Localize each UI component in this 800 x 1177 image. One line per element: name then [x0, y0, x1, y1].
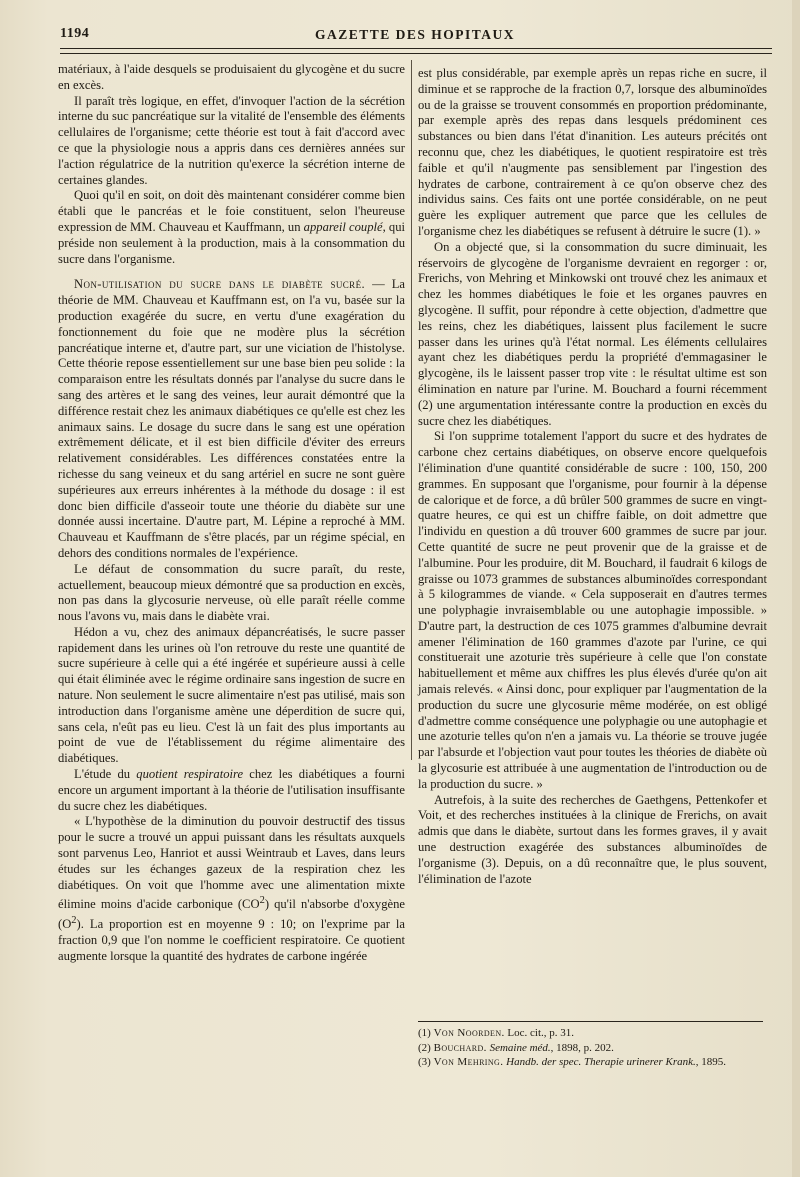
header-rule-thin — [60, 53, 772, 54]
footnote-text: , 1895. — [695, 1056, 727, 1068]
text-run: « L'hypothèse de la diminution du pouvoir destructif des tissus pour le sucre a trouvé un appui puissant dans les résultats auxquels sont parvenus Leo, Hanriot et aussi Weintraub et Laves, dans leurs études sur les échanges gazeux de la respiration chez les diabétiques. On voit que l'homme avec une alimentation mixte élimine moins d'acide carbonique (CO — [58, 814, 405, 912]
footnote-number: (3) — [418, 1056, 434, 1068]
paragraph: Le défaut de consommation du sucre paraît, du reste, actuellement, beaucoup mieux démontré que sa production en excès, non pas dans la glycosurie nerveuse, où elle paraît réelle comme nous l'avons vu, mais dans le diabète vrai. — [58, 561, 405, 624]
column-divider — [411, 60, 412, 760]
emphasis: quotient respiratoire — [136, 767, 244, 782]
paragraph — [58, 767, 405, 814]
page-edge — [792, 0, 800, 1177]
footnote-text: Loc. cit., p. 31. — [504, 1027, 575, 1039]
footnote-number: (2) — [418, 1041, 434, 1054]
text-run: ) qu'il n'absorbe d'oxygène (O — [58, 897, 405, 932]
right-column — [418, 66, 767, 887]
footnote-title: Handb. der spec. Therapie urinerer Krank. — [503, 1056, 696, 1068]
text-run: chez les diabétiques a fourni encore un argument important à la théorie de l'utilisation insuffisante du sucre chez les diabétiques. — [58, 767, 405, 813]
footnote-author: Von Mehring. — [433, 1056, 504, 1068]
footnote — [418, 1055, 767, 1070]
header-rule-thick — [60, 48, 772, 49]
paragraph — [58, 188, 405, 267]
page-number: 1194 — [60, 26, 90, 41]
paragraph: Hédon a vu, chez des animaux dépancréatisés, le sucre passer rapidement dans les urines où l'on retrouve du reste une quantité de sucre supérieure à celle qui a été ingérée et supérieure aussi à celle qui était éliminée avec le régime ordinaire sans ingestion de sucre en nature. Non seulement le sucre alimentaire n'est pas utilisé, mais son introduction dans l'organisme amène une déperdition de sucre qui, sans cela, n'eût pas eu lieu. C'est là un fait des plus importants au point de vue de l'établissement du régime alimentaire des diabétiques. — [58, 624, 405, 766]
footnote-author: Bouchard. — [433, 1041, 487, 1054]
section-paragraph — [58, 277, 405, 561]
paragraph — [58, 814, 405, 965]
running-title: GAZETTE DES HOPITAUX — [314, 27, 516, 42]
page-header — [60, 22, 770, 48]
emphasis: appareil couplé — [303, 219, 383, 234]
footnote-title: Semaine méd. — [486, 1041, 551, 1054]
footnote-rule — [418, 1021, 763, 1022]
footnote-number: (1) — [418, 1027, 434, 1039]
text-run: ). La proportion est en moyenne 9 : 10; on l'exprime par la fraction 0,9 que l'on nomme le coefficient respiratoire. Ce quotient augmente lorsque la quantité des hydrates de carbone ingérée — [58, 917, 405, 964]
paragraph: est plus considérable, par exemple après un repas riche en sucre, il diminue et se rapproche de la fraction 0,7, lorsque des albuminoïdes ou de la graisse se trouvent consommés en proportion prédominante, par exemple après des repas dans lesquels prédominent ces substances ou bien dans l'état d'inanition. Les auteurs précités ont reconnu que, chez les diabétiques, le quotient respiratoire est très faible et qu'il n'augmente pas sensiblement par l'ingestion des hydrates de carbone, contrairement à ce qu'on observe chez des individus sains. Ces faits ont une portée considérable, on ne peut guère les expliquer autrement que parce que les cellules de l'organisme chez les diabétiques se refusent à détruire le sucre (1). » — [418, 66, 767, 238]
superscript: 2 — [259, 895, 265, 907]
text-run: L'étude du — [74, 767, 137, 782]
text-run: — La théorie de MM. Chauveau et Kauffmann est, on l'a vu, basée sur la production exagérée du sucre, en vertu d'une exagération du fonctionnement du foie que ne modère plus la sécrétion pancréatique interne et, d'autre part, sur une viciation de l'histolyse. Cette théorie repose essentiellement sur une base bien peu solide : la comparaison entre les résultats donnés par l'analyse du sucre dans le sang des artères et le sang des veines, leur aurait démontré que la différence restait chez les animaux diabétiques ce qu'elle est chez les animaux sains. Le dosage du sucre dans le sang est une opération extrêmement délicate, et il est bien difficile d'éviter des erreurs relativement considérables. Les différences constatées entre la richesse du sang veineux et du sang artériel en sucre ne sont guère supérieures aux erreurs inhérentes à la méthode du dosage : il est donc bien difficile d'asseoir toute une théorie du diabète sur une donnée aussi incertaine. D'autre part, M. Lépine a reproché à MM. Chauveau et Kauffmann de s'être placés, par un régime spécial, en dehors des conditions normales de l'expérience. — [58, 277, 405, 560]
paragraph: Autrefois, à la suite des recherches de Gaethgens, Pettenkofer et Voit, et des recherches instituées à la clinique de Frerichs, on avait admis que dans le diabète, surtout dans les formes graves, il y avait une destruction exagérée des substances albuminoïdes de l'organisme (3). Depuis, on a dû reconnaître que, le plus souvent, l'élimination de l'azote — [418, 792, 767, 886]
footnote-text: , 1898, p. 202. — [550, 1041, 614, 1054]
superscript: 2 — [71, 915, 77, 927]
text-run: , qui préside non seulement à la production, mais à la consommation du sucre dans l'organisme. — [58, 219, 406, 266]
footnote-author: Von Noorden. — [433, 1027, 505, 1039]
paragraph: Il paraît très logique, en effet, d'invoquer l'action de la sécrétion interne du suc pancréatique sur la vitalité de l'ensemble des éléments cellulaires de l'organisme; cette théorie est tout à fait d'accord avec ce que la physiologie nous a appris dans ces dernières années sur l'action régulatrice de la nutrition qu'exerce la sécrétion interne de certaines glandes. — [58, 93, 405, 187]
paragraph: matériaux, à l'aide desquels se produisaient du glycogène et du sucre en excès. — [58, 62, 405, 92]
footnote — [418, 1041, 767, 1056]
footnote — [418, 1026, 767, 1041]
paragraph: Si l'on supprime totalement l'apport du sucre et des hydrates de carbone chez certains diabétiques, on observe encore quelquefois l'élimination d'une quantité considérable de sucre : 100, 150, 200 grammes. En supposant que l'organisme, pour fournir à la dépense de calorique et de force, a dû brûler 500 grammes de sucre en vingt-quatre heures, ce qui est un chiffre faible, on doit admettre que l'individu en question a dû trouver 600 grammes de sucre par jour. Cette quantité de sucre ne peut provenir que de la graisse et de l'albumine. Pour les produire, dit M. Bouchard, il faudrait 6 kilogs de graisse ou 1073 grammes de substances albuminoïdes correspondant à 5 kilogrammes de viande. « Cela supposerait en d'autres termes une polyphagie invraisemblable ou une autophagie impossible. » D'autre part, la destruction de ces 1075 grammes d'albumine devrait amener l'élimination de 160 grammes d'azote par l'urine, ce qui constituerait une azoturie très supérieure à celle que l'on constate habituellement et même aux chiffres les plus élevés d'urée qu'on ait jamais relevés. « Ainsi donc, pour expliquer par l'augmentation de la production du sucre une glycosurie même modérée, on est obligé d'admettre comme conséquence une polyphagie ou une autophagie et une azoturie telles qu'on n'en a jamais vu. La théorie se trouve jugée par l'absurde et l'objection vaut pour toutes les théories de diabète où la glycosurie est attribuée à une augmentation de l'introduction ou de la production du sucre. » — [418, 429, 767, 791]
footnotes — [418, 1026, 767, 1070]
paragraph: On a objecté que, si la consommation du sucre diminuait, les réservoirs de glycogène de l'organisme devraient en regorger : or, Frerichs, von Mehring et Minkowski ont trouvé chez les animaux et chez les hommes diabétiques le foie et les organes pauvres en glycogène. Il suffit, pour répondre à cette objection, d'admettre que les reins, chez les diabétiques, laissent plus facilement le sucre passer dans les urines qu'à l'état normal. Les éléments cellulaires ayant chez les diabétiques perdu la propriété d'emmagasiner le glycogène, ils le laissent passer trop vite : le résultat ultime est son élimination en nature par l'urine. M. Bouchard a fourni récemment (2) une argumentation intéressante contre la production en excès du sucre chez les diabétiques. — [418, 239, 767, 428]
text-run: Quoi qu'il en soit, on doit dès maintenant considérer comme bien établi que le pancréas et le foie constituent, selon l'heureuse expression de MM. Chauveau et Kauffmann, un — [58, 188, 405, 234]
section-heading: Non-utilisation du sucre dans le diabète sucré. — [74, 277, 366, 292]
left-column — [58, 62, 405, 965]
